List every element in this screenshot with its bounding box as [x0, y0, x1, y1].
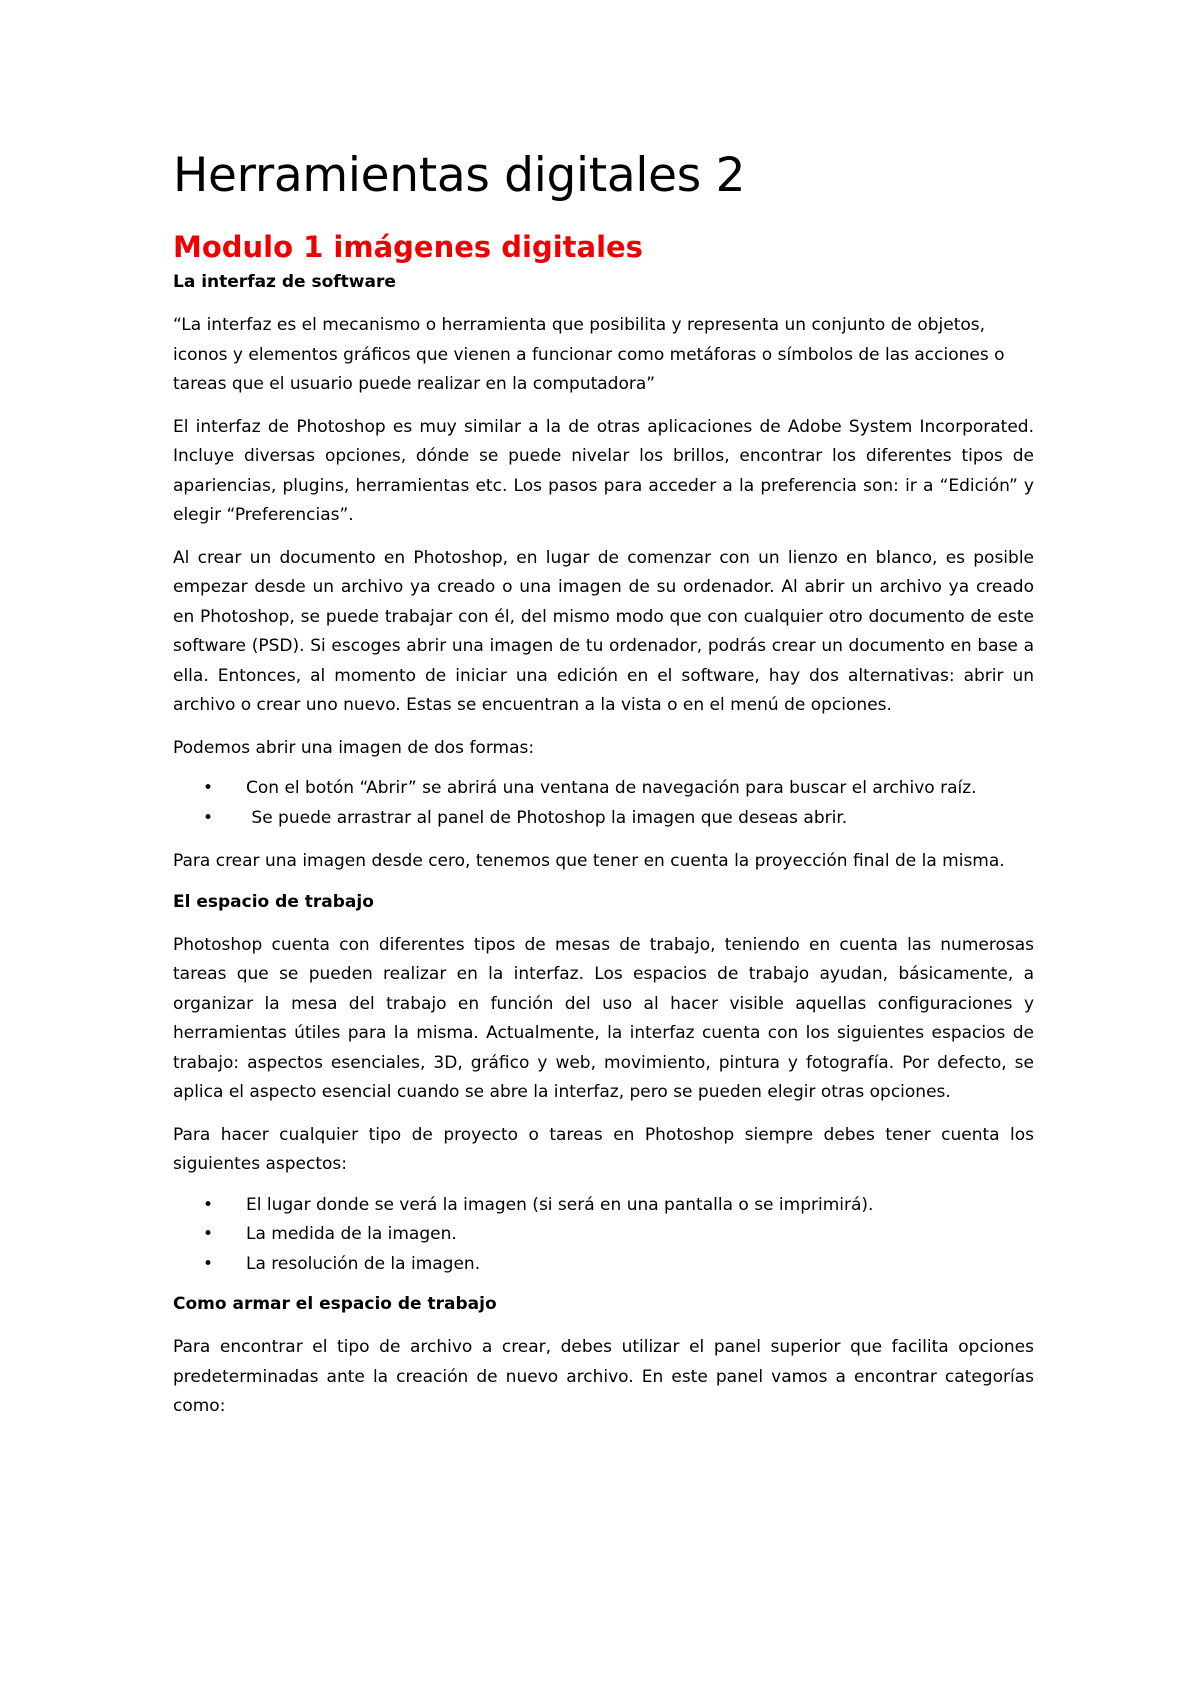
list-item-text: Se puede arrastrar al panel de Photoshop la imagen que deseas abrir. — [246, 807, 848, 828]
paragraph-workspaces: Photoshop cuenta con diferentes tipos de mesas de trabajo, teniendo en cuenta las numerosas tareas que se pueden realizar en la interfaz. Los espacios de trabajo ayudan, básicamente, a organizar la mesa del trabajo en función del uso al hacer visible aquellas configuraciones y herramientas útiles para la misma. Actualmente, la interfaz cuenta con los siguientes espacios de trabajo: aspectos esenciales, 3D, gráfico y web, movimiento, pintura y fotografía. Por defecto, se aplica el aspecto esencial cuando se abre la interfaz, pero se pueden elegir otras opciones. — [173, 934, 1034, 1102]
module-title: Modulo 1 imágenes digitales — [173, 230, 643, 264]
list-item-text: La medida de la imagen. — [246, 1224, 457, 1244]
section-heading-espacio: El espacio de trabajo — [173, 891, 374, 912]
section-heading-interfaz: La interfaz de software — [173, 272, 396, 292]
list-item-text: La resolución de la imagen. — [246, 1253, 481, 1274]
list-item — [173, 1250, 1034, 1280]
list-item — [173, 1191, 1034, 1221]
open-image-list — [173, 774, 1034, 833]
bullet-icon: • — [203, 807, 214, 828]
paragraph-photoshop-interface: El interfaz de Photoshop es muy similar a la de otras aplicaciones de Adobe System Incorporated. Incluye diversas opciones, dónde se puede nivelar los brillos, encontrar los diferentes tipos de apariencias, plugins, herramientas etc. Los pasos para acceder a la preferencia son: ir a “Edición” y elegir “Preferencias”. — [173, 416, 1034, 525]
bullet-icon: • — [203, 778, 214, 798]
bullet-icon: • — [203, 1253, 214, 1274]
paragraph-quote: “La interfaz es el mecanismo o herramienta que posibilita y representa un conjunto de objetos, iconos y elementos gráficos que vienen a funcionar como metáforas o símbolos de las acciones o tareas que el usuario puede realizar en la computadora” — [173, 315, 1005, 394]
paragraph-project-aspects: Para hacer cualquier tipo de proyecto o tareas en Photoshop siempre debes tener cuenta los siguientes aspectos: — [173, 1124, 1034, 1174]
document-title: Herramientas digitales 2 — [173, 148, 746, 203]
list-item — [173, 1220, 1034, 1250]
document-page — [173, 148, 1034, 1422]
list-item — [173, 774, 1034, 804]
paragraph-create-from-scratch: Para crear una imagen desde cero, tenemos que tener en cuenta la proyección final de la misma. — [173, 851, 1005, 871]
section-heading-armar: Como armar el espacio de trabajo — [173, 1294, 497, 1314]
aspects-list — [173, 1191, 1034, 1280]
paragraph-file-type: Para encontrar el tipo de archivo a crear, debes utilizar el panel superior que facilita opciones predeterminadas ante la creación de nuevo archivo. En este panel vamos a encontrar categorías como: — [173, 1337, 1034, 1416]
list-item-text: El lugar donde se verá la imagen (si será en una pantalla o se imprimirá). — [246, 1194, 874, 1215]
paragraph-create-document: Al crear un documento en Photoshop, en lugar de comenzar con un lienzo en blanco, es posible empezar desde un archivo ya creado o una imagen de su ordenador. Al abrir un archivo ya creado en Photoshop, se puede trabajar con él, del mismo modo que con cualquier otro documento de este software (PSD). Si escoges abrir una imagen de tu ordenador, podrás crear un documento en base a ella. Entonces, al momento de iniciar una edición en el software, hay dos alternativas: abrir un archivo o crear uno nuevo. Estas se encuentran a la vista o en el menú de opciones. — [173, 547, 1034, 715]
list-item-text: Con el botón “Abrir” se abrirá una ventana de navegación para buscar el archivo raíz. — [246, 778, 977, 798]
bullet-icon: • — [203, 1224, 214, 1244]
bullet-icon: • — [203, 1194, 214, 1215]
list-item — [173, 804, 1034, 834]
paragraph-open-image-intro: Podemos abrir una imagen de dos formas: — [173, 737, 535, 758]
